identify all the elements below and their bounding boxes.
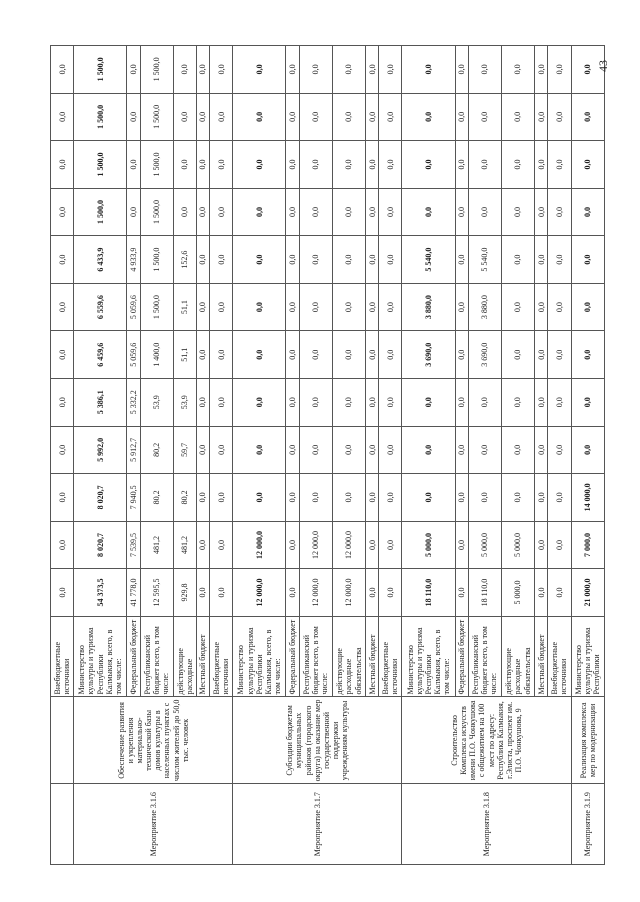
amount-cell: 0,0 (455, 236, 468, 284)
amount-cell: 8 020,7 (74, 474, 127, 522)
amount-cell: 0,0 (548, 283, 571, 331)
amount-cell: 0,0 (535, 46, 548, 94)
amount-cell: 0,0 (535, 283, 548, 331)
amount-cell: 5 386,1 (74, 379, 127, 427)
amount-cell: 0,0 (571, 379, 604, 427)
amount-cell: 0,0 (196, 283, 209, 331)
amount-cell: 0,0 (366, 93, 379, 141)
amount-cell: 0,0 (455, 46, 468, 94)
amount-cell: 0,0 (535, 141, 548, 189)
amount-cell: 0,0 (286, 93, 299, 141)
amount-cell: 0,0 (548, 379, 571, 427)
measure-id: Мероприятие 3.1.7 (233, 784, 402, 865)
amount-cell: 0,0 (299, 426, 332, 474)
funding-source: Местный бюджет (535, 616, 548, 697)
amount-cell: 5 992,0 (74, 426, 127, 474)
amount-cell: 5 912,7 (127, 426, 140, 474)
amount-cell: 0,0 (233, 236, 286, 284)
amount-cell: 0,0 (468, 93, 501, 141)
amount-cell: 0,0 (233, 474, 286, 522)
amount-cell: 1 500,0 (140, 46, 173, 94)
amount-cell: 0,0 (535, 93, 548, 141)
amount-cell: 5 000,0 (468, 521, 501, 569)
amount-cell: 5 059,6 (127, 283, 140, 331)
amount-cell: 0,0 (196, 426, 209, 474)
amount-cell: 0,0 (127, 141, 140, 189)
amount-cell: 0,0 (332, 188, 365, 236)
amount-cell: 0,0 (196, 46, 209, 94)
amount-cell: 0,0 (548, 141, 571, 189)
amount-cell: 0,0 (233, 93, 286, 141)
amount-cell: 0,0 (402, 426, 455, 474)
funding-source: Местный бюджет (366, 616, 379, 697)
funding-source: действующие расходные обязательства (332, 616, 365, 697)
amount-cell: 0,0 (332, 379, 365, 427)
amount-cell: 0,0 (299, 283, 332, 331)
amount-cell: 0,0 (233, 331, 286, 379)
amount-cell: 0,0 (173, 46, 196, 94)
amount-cell: 7 940,5 (127, 474, 140, 522)
amount-cell: 0,0 (468, 379, 501, 427)
funding-source: Внебюджетные источники (210, 616, 233, 697)
amount-cell: 1 500,0 (140, 93, 173, 141)
amount-cell: 152,6 (173, 236, 196, 284)
funding-source: Республиканский бюджет всего, в том числе: (299, 616, 332, 697)
amount-cell: 0,0 (233, 188, 286, 236)
funding-source: Внебюджетные источники (379, 616, 402, 697)
table-row (74, 46, 127, 865)
amount-cell: 5 000,0 (402, 521, 455, 569)
amount-cell: 0,0 (468, 188, 501, 236)
amount-cell: 5 000,0 (501, 521, 534, 569)
amount-cell: 0,0 (455, 379, 468, 427)
amount-cell: 0,0 (210, 188, 233, 236)
amount-cell: 1 500,0 (140, 236, 173, 284)
amount-cell: 0,0 (196, 141, 209, 189)
amount-cell: 0,0 (286, 426, 299, 474)
amount-cell: 0,0 (51, 426, 74, 474)
amount-cell: 21 000,0 (571, 569, 604, 617)
amount-cell: 0,0 (379, 379, 402, 427)
amount-cell: 0,0 (286, 521, 299, 569)
amount-cell: 0,0 (548, 331, 571, 379)
amount-cell: 12 000,0 (299, 569, 332, 617)
amount-cell: 0,0 (286, 141, 299, 189)
amount-cell: 0,0 (535, 426, 548, 474)
amount-cell: 0,0 (332, 474, 365, 522)
amount-cell: 0,0 (379, 331, 402, 379)
amount-cell: 0,0 (402, 46, 455, 94)
amount-cell: 0,0 (196, 236, 209, 284)
amount-cell: 3 690,0 (402, 331, 455, 379)
amount-cell: 0,0 (299, 236, 332, 284)
amount-cell: 0,0 (455, 426, 468, 474)
amount-cell: 3 880,0 (468, 283, 501, 331)
amount-cell: 0,0 (51, 569, 74, 617)
amount-cell: 0,0 (455, 188, 468, 236)
amount-cell: 0,0 (548, 474, 571, 522)
amount-cell: 0,0 (455, 474, 468, 522)
amount-cell: 4 933,9 (127, 236, 140, 284)
amount-cell: 0,0 (173, 141, 196, 189)
amount-cell: 0,0 (366, 188, 379, 236)
amount-cell: 0,0 (501, 236, 534, 284)
amount-cell: 0,0 (402, 141, 455, 189)
amount-cell: 0,0 (332, 46, 365, 94)
amount-cell: 0,0 (501, 283, 534, 331)
amount-cell: 0,0 (548, 188, 571, 236)
amount-cell: 0,0 (366, 426, 379, 474)
amount-cell: 0,0 (127, 46, 140, 94)
amount-cell: 0,0 (51, 236, 74, 284)
amount-cell: 0,0 (332, 93, 365, 141)
amount-cell: 1 500,0 (140, 188, 173, 236)
amount-cell: 0,0 (51, 141, 74, 189)
amount-cell: 0,0 (402, 188, 455, 236)
measure-id (51, 784, 74, 865)
amount-cell: 0,0 (455, 521, 468, 569)
amount-cell: 51,1 (173, 331, 196, 379)
amount-cell: 51,1 (173, 283, 196, 331)
amount-cell: 0,0 (127, 93, 140, 141)
amount-cell: 0,0 (51, 474, 74, 522)
amount-cell: 0,0 (233, 283, 286, 331)
amount-cell: 0,0 (468, 46, 501, 94)
funding-source: Министерство культуры и туризма Республики (571, 616, 604, 697)
funding-source: Министерство культуры и туризма Республики Калмыкия, всего, в том числе: (233, 616, 286, 697)
amount-cell: 0,0 (210, 331, 233, 379)
amount-cell: 0,0 (299, 93, 332, 141)
funding-source: Министерство культуры и туризма Республики Калмыкия, всего, в том числе: (402, 616, 455, 697)
amount-cell: 0,0 (535, 474, 548, 522)
funding-source: Внебюджетные источники (51, 616, 74, 697)
amount-cell: 0,0 (468, 474, 501, 522)
amount-cell: 0,0 (455, 283, 468, 331)
amount-cell: 0,0 (548, 521, 571, 569)
amount-cell: 0,0 (299, 331, 332, 379)
budget-table (50, 45, 605, 865)
amount-cell: 18 110,0 (468, 569, 501, 617)
amount-cell: 0,0 (51, 283, 74, 331)
amount-cell: 0,0 (379, 426, 402, 474)
amount-cell: 0,0 (535, 569, 548, 617)
amount-cell: 3 690,0 (468, 331, 501, 379)
funding-source: Федеральный бюджет (286, 616, 299, 697)
amount-cell: 0,0 (468, 141, 501, 189)
amount-cell: 12 000,0 (332, 521, 365, 569)
amount-cell: 0,0 (379, 188, 402, 236)
funding-source: Местный бюджет (196, 616, 209, 697)
amount-cell: 1 500,0 (74, 188, 127, 236)
amount-cell: 0,0 (286, 188, 299, 236)
amount-cell: 1 500,0 (74, 46, 127, 94)
amount-cell: 0,0 (501, 379, 534, 427)
amount-cell: 0,0 (501, 46, 534, 94)
amount-cell: 0,0 (535, 331, 548, 379)
measure-id: Мероприятие 3.1.9 (571, 784, 604, 865)
amount-cell: 0,0 (51, 93, 74, 141)
amount-cell: 0,0 (571, 188, 604, 236)
amount-cell: 8 020,7 (74, 521, 127, 569)
amount-cell: 0,0 (366, 236, 379, 284)
amount-cell: 12 000,0 (233, 521, 286, 569)
amount-cell: 0,0 (366, 331, 379, 379)
amount-cell: 54 373,5 (74, 569, 127, 617)
amount-cell: 12 000,0 (299, 521, 332, 569)
amount-cell: 59,7 (173, 426, 196, 474)
amount-cell: 0,0 (501, 426, 534, 474)
amount-cell: 1 500,0 (74, 141, 127, 189)
amount-cell: 0,0 (366, 521, 379, 569)
funding-source: Федеральный бюджет (127, 616, 140, 697)
measure-name: Реализация комплекса мер по модернизации (571, 697, 604, 784)
amount-cell: 0,0 (379, 521, 402, 569)
amount-cell: 0,0 (332, 236, 365, 284)
measure-name (51, 697, 74, 784)
funding-source: Республиканский бюджет всего, в том числе: (140, 616, 173, 697)
amount-cell: 0,0 (51, 379, 74, 427)
amount-cell: 0,0 (366, 379, 379, 427)
amount-cell: 0,0 (535, 188, 548, 236)
amount-cell: 7 000,0 (571, 521, 604, 569)
amount-cell: 0,0 (210, 379, 233, 427)
amount-cell: 0,0 (286, 331, 299, 379)
amount-cell: 0,0 (379, 46, 402, 94)
amount-cell: 0,0 (196, 188, 209, 236)
amount-cell: 0,0 (332, 141, 365, 189)
amount-cell: 0,0 (402, 474, 455, 522)
amount-cell: 0,0 (455, 569, 468, 617)
funding-source: Федеральный бюджет (455, 616, 468, 697)
amount-cell: 0,0 (51, 331, 74, 379)
amount-cell: 0,0 (51, 46, 74, 94)
amount-cell: 0,0 (196, 93, 209, 141)
amount-cell: 0,0 (196, 521, 209, 569)
amount-cell: 0,0 (379, 141, 402, 189)
amount-cell: 0,0 (379, 569, 402, 617)
amount-cell: 53,9 (173, 379, 196, 427)
amount-cell: 0,0 (51, 521, 74, 569)
amount-cell: 0,0 (127, 188, 140, 236)
amount-cell: 0,0 (233, 141, 286, 189)
amount-cell: 0,0 (366, 283, 379, 331)
amount-cell: 0,0 (299, 188, 332, 236)
amount-cell: 0,0 (210, 283, 233, 331)
table-row (233, 46, 286, 865)
amount-cell: 0,0 (571, 93, 604, 141)
amount-cell: 0,0 (210, 141, 233, 189)
amount-cell: 0,0 (332, 426, 365, 474)
amount-cell: 0,0 (455, 93, 468, 141)
amount-cell: 0,0 (366, 474, 379, 522)
funding-source: действующие расходные обязательства (501, 616, 534, 697)
funding-source: Внебюджетные источники (548, 616, 571, 697)
amount-cell: 0,0 (299, 46, 332, 94)
amount-cell: 5 059,6 (127, 331, 140, 379)
amount-cell: 0,0 (501, 188, 534, 236)
amount-cell: 929,8 (173, 569, 196, 617)
amount-cell: 1 500,0 (74, 93, 127, 141)
amount-cell: 53,9 (140, 379, 173, 427)
amount-cell: 0,0 (210, 426, 233, 474)
amount-cell: 3 880,0 (402, 283, 455, 331)
measure-name: Обеспечение развития и укрепления материально-технической базы домов культуры в населенных пунктах с числом жителей до 50,0 тыс. человек (74, 697, 233, 784)
amount-cell: 0,0 (210, 569, 233, 617)
funding-source: действующие расходные (173, 616, 196, 697)
amount-cell: 0,0 (548, 426, 571, 474)
amount-cell: 18 110,0 (402, 569, 455, 617)
amount-cell: 0,0 (366, 569, 379, 617)
amount-cell: 1 500,0 (140, 283, 173, 331)
amount-cell: 0,0 (233, 46, 286, 94)
amount-cell: 0,0 (535, 379, 548, 427)
amount-cell: 0,0 (402, 379, 455, 427)
amount-cell: 0,0 (332, 331, 365, 379)
amount-cell: 0,0 (548, 236, 571, 284)
amount-cell: 0,0 (571, 46, 604, 94)
amount-cell: 0,0 (196, 331, 209, 379)
amount-cell: 80,2 (140, 426, 173, 474)
amount-cell: 0,0 (571, 331, 604, 379)
amount-cell: 0,0 (286, 569, 299, 617)
table-row (51, 46, 74, 865)
amount-cell: 5 000,0 (501, 569, 534, 617)
amount-cell: 0,0 (501, 331, 534, 379)
amount-cell: 12 595,5 (140, 569, 173, 617)
measure-name: Строительство Комплекса искусств имени П.О. Чонкушова с общежитием на 100 мест по адресу: Республика Калмыкия, г.Элиста, проспект им. П.О. Чонкушова, 9 (402, 697, 571, 784)
amount-cell: 0,0 (210, 46, 233, 94)
amount-cell: 14 000,0 (571, 474, 604, 522)
amount-cell: 0,0 (286, 379, 299, 427)
amount-cell: 0,0 (535, 236, 548, 284)
amount-cell: 0,0 (196, 474, 209, 522)
funding-source: Республиканский бюджет всего, в том числе: (468, 616, 501, 697)
amount-cell: 0,0 (210, 521, 233, 569)
amount-cell: 0,0 (571, 283, 604, 331)
amount-cell: 0,0 (501, 141, 534, 189)
amount-cell: 6 433,9 (74, 236, 127, 284)
amount-cell: 0,0 (366, 46, 379, 94)
amount-cell: 0,0 (501, 93, 534, 141)
amount-cell: 0,0 (501, 474, 534, 522)
amount-cell: 0,0 (286, 46, 299, 94)
amount-cell: 0,0 (455, 331, 468, 379)
measure-id: Мероприятие 3.1.6 (74, 784, 233, 865)
amount-cell: 0,0 (455, 141, 468, 189)
amount-cell: 0,0 (196, 379, 209, 427)
amount-cell: 0,0 (299, 141, 332, 189)
amount-cell: 5 540,0 (402, 236, 455, 284)
amount-cell: 0,0 (173, 188, 196, 236)
amount-cell: 41 778,0 (127, 569, 140, 617)
amount-cell: 0,0 (571, 141, 604, 189)
amount-cell: 0,0 (286, 283, 299, 331)
amount-cell: 0,0 (233, 426, 286, 474)
table-row (402, 46, 455, 865)
amount-cell: 0,0 (233, 379, 286, 427)
amount-cell: 0,0 (571, 236, 604, 284)
amount-cell: 0,0 (210, 93, 233, 141)
amount-cell: 0,0 (286, 474, 299, 522)
amount-cell: 0,0 (379, 93, 402, 141)
page-number: 43 (596, 60, 610, 72)
measure-name: Субсидии бюджетам муниципальных районов (городского округа) на оказание мер государственной поддержки учреждениям культуры (233, 697, 402, 784)
amount-cell: 0,0 (379, 283, 402, 331)
amount-cell: 0,0 (548, 569, 571, 617)
amount-cell: 0,0 (332, 283, 365, 331)
amount-cell: 481,2 (173, 521, 196, 569)
amount-cell: 0,0 (286, 236, 299, 284)
budget-table-body (51, 46, 605, 865)
amount-cell: 7 539,5 (127, 521, 140, 569)
amount-cell: 0,0 (379, 474, 402, 522)
amount-cell: 12 000,0 (233, 569, 286, 617)
rotated-table-container (50, 45, 605, 865)
amount-cell: 6 459,6 (74, 331, 127, 379)
amount-cell: 0,0 (51, 188, 74, 236)
table-row (571, 46, 604, 865)
measure-id: Мероприятие 3.1.8 (402, 784, 571, 865)
amount-cell: 0,0 (210, 474, 233, 522)
amount-cell: 0,0 (210, 236, 233, 284)
amount-cell: 12 000,0 (332, 569, 365, 617)
amount-cell: 5 540,0 (468, 236, 501, 284)
amount-cell: 6 559,6 (74, 283, 127, 331)
amount-cell: 0,0 (366, 141, 379, 189)
amount-cell: 0,0 (468, 426, 501, 474)
amount-cell: 0,0 (379, 236, 402, 284)
amount-cell: 0,0 (299, 379, 332, 427)
amount-cell: 0,0 (571, 426, 604, 474)
funding-source: Министерство культуры и туризма Республики Калмыкия, всего, в том числе: (74, 616, 127, 697)
amount-cell: 1 500,0 (140, 141, 173, 189)
amount-cell: 481,2 (140, 521, 173, 569)
amount-cell: 0,0 (196, 569, 209, 617)
amount-cell: 0,0 (402, 93, 455, 141)
amount-cell: 0,0 (548, 46, 571, 94)
amount-cell: 80,2 (140, 474, 173, 522)
amount-cell: 80,2 (173, 474, 196, 522)
amount-cell: 0,0 (535, 521, 548, 569)
amount-cell: 0,0 (173, 93, 196, 141)
amount-cell: 5 332,2 (127, 379, 140, 427)
amount-cell: 0,0 (548, 93, 571, 141)
amount-cell: 0,0 (299, 474, 332, 522)
amount-cell: 1 400,0 (140, 331, 173, 379)
